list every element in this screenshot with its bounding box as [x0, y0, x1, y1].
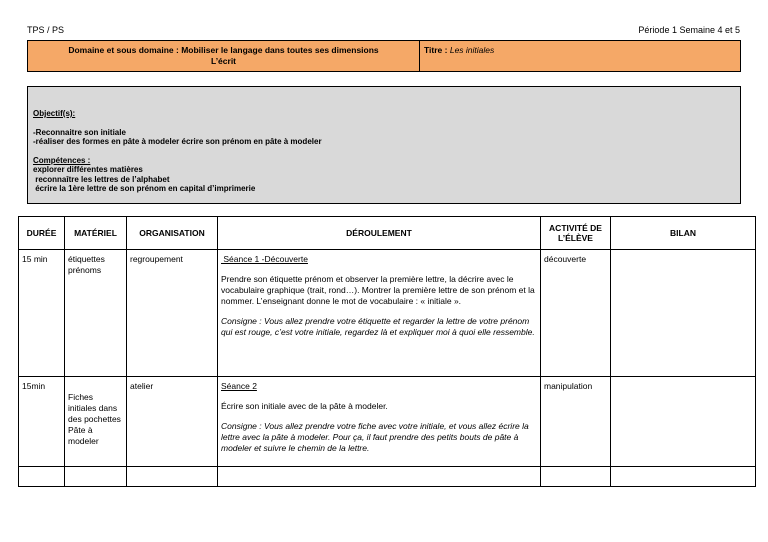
domain-line-1: Domaine et sous domaine : Mobiliser le langage dans toutes ses dimensions: [68, 45, 379, 55]
seance-title: Séance 1 -Découverte: [221, 254, 308, 264]
table-row: [19, 377, 756, 467]
cell-deroulement: [218, 377, 541, 467]
competence-item: explorer différentes matières: [33, 165, 143, 174]
period-label: Période 1 Semaine 4 et 5: [638, 25, 740, 35]
competence-item: reconnaître les lettres de l’alphabet: [33, 174, 170, 184]
header-duree: DURÉE: [19, 217, 65, 250]
empty-row: [19, 467, 756, 487]
competences-heading: Compétences :: [33, 155, 91, 165]
empty-cell: [19, 467, 65, 487]
cell-duree: 15min: [19, 377, 65, 467]
domain-banner: [27, 40, 741, 72]
empty-cell: [65, 467, 127, 487]
title-cell: [420, 41, 494, 71]
competence-item: écrire la 1ère lettre de son prénom en capital d’imprimerie: [33, 184, 256, 193]
cell-bilan: [611, 377, 756, 467]
domain-cell: [28, 41, 420, 71]
cell-organisation: regroupement: [127, 250, 218, 377]
header-deroulement: DÉROULEMENT: [218, 217, 541, 250]
header-bilan: BILAN: [611, 217, 756, 250]
seance-consigne: Consigne : Vous allez prendre votre fiche avec votre initiale, et vous allez écrire la lettre avec la pâte à modeler. Pour ça, il faut prendre des petits bouts de pâte à modeler et suivre le chemin de la lettre.: [221, 421, 529, 453]
lesson-table: [18, 216, 756, 487]
cell-bilan: [611, 250, 756, 377]
table-row: [19, 250, 756, 377]
cell-deroulement: [218, 250, 541, 377]
title-value: Les initiales: [449, 45, 495, 55]
seance-description: Écrire son initiale avec de la pâte à modeler.: [221, 401, 388, 411]
seance-consigne: Consigne : Vous allez prendre votre étiquette et regarder la lettre de votre prénom qui est rouge, c’est votre initiale, regardez là et expliquer moi à quoi elle ressemble.: [221, 316, 535, 337]
cell-activite: manipulation: [541, 377, 611, 467]
table-header-row: [19, 217, 756, 250]
cell-duree: 15 min: [19, 250, 65, 377]
seance-description: Prendre son étiquette prénom et observer la première lettre, la décrire avec le vocabulaire graphique (trait, rond…). Montrer la première lettre de son prénom et la nommer. L’enseignant donne le mot de vocabulaire : « initiale ».: [221, 274, 535, 306]
empty-cell: [541, 467, 611, 487]
objectif-item: -réaliser des formes en pâte à modeler écrire son prénom en pâte à modeler: [33, 137, 322, 146]
header-materiel: MATÉRIEL: [65, 217, 127, 250]
cell-materiel: Fiches initiales dans des pochettes Pâte à modeler: [65, 377, 127, 467]
level-label: TPS / PS: [27, 25, 65, 35]
empty-cell: [127, 467, 218, 487]
objectives-box: [27, 86, 741, 204]
header-activite: ACTIVITÉ DE L’ÉLÈVE: [541, 217, 611, 250]
empty-cell: [611, 467, 756, 487]
empty-cell: [218, 467, 541, 487]
domain-line-2: L’écrit: [210, 56, 237, 66]
seance-title: Séance 2: [221, 381, 257, 391]
title-label: Titre :: [424, 45, 448, 55]
cell-materiel: étiquettes prénoms: [65, 250, 127, 377]
cell-organisation: atelier: [127, 377, 218, 467]
objectif-heading: Objectif(s):: [33, 109, 76, 118]
objectif-item: -Reconnaitre son initiale: [33, 127, 126, 137]
cell-activite: découverte: [541, 250, 611, 377]
header-organisation: ORGANISATION: [127, 217, 218, 250]
